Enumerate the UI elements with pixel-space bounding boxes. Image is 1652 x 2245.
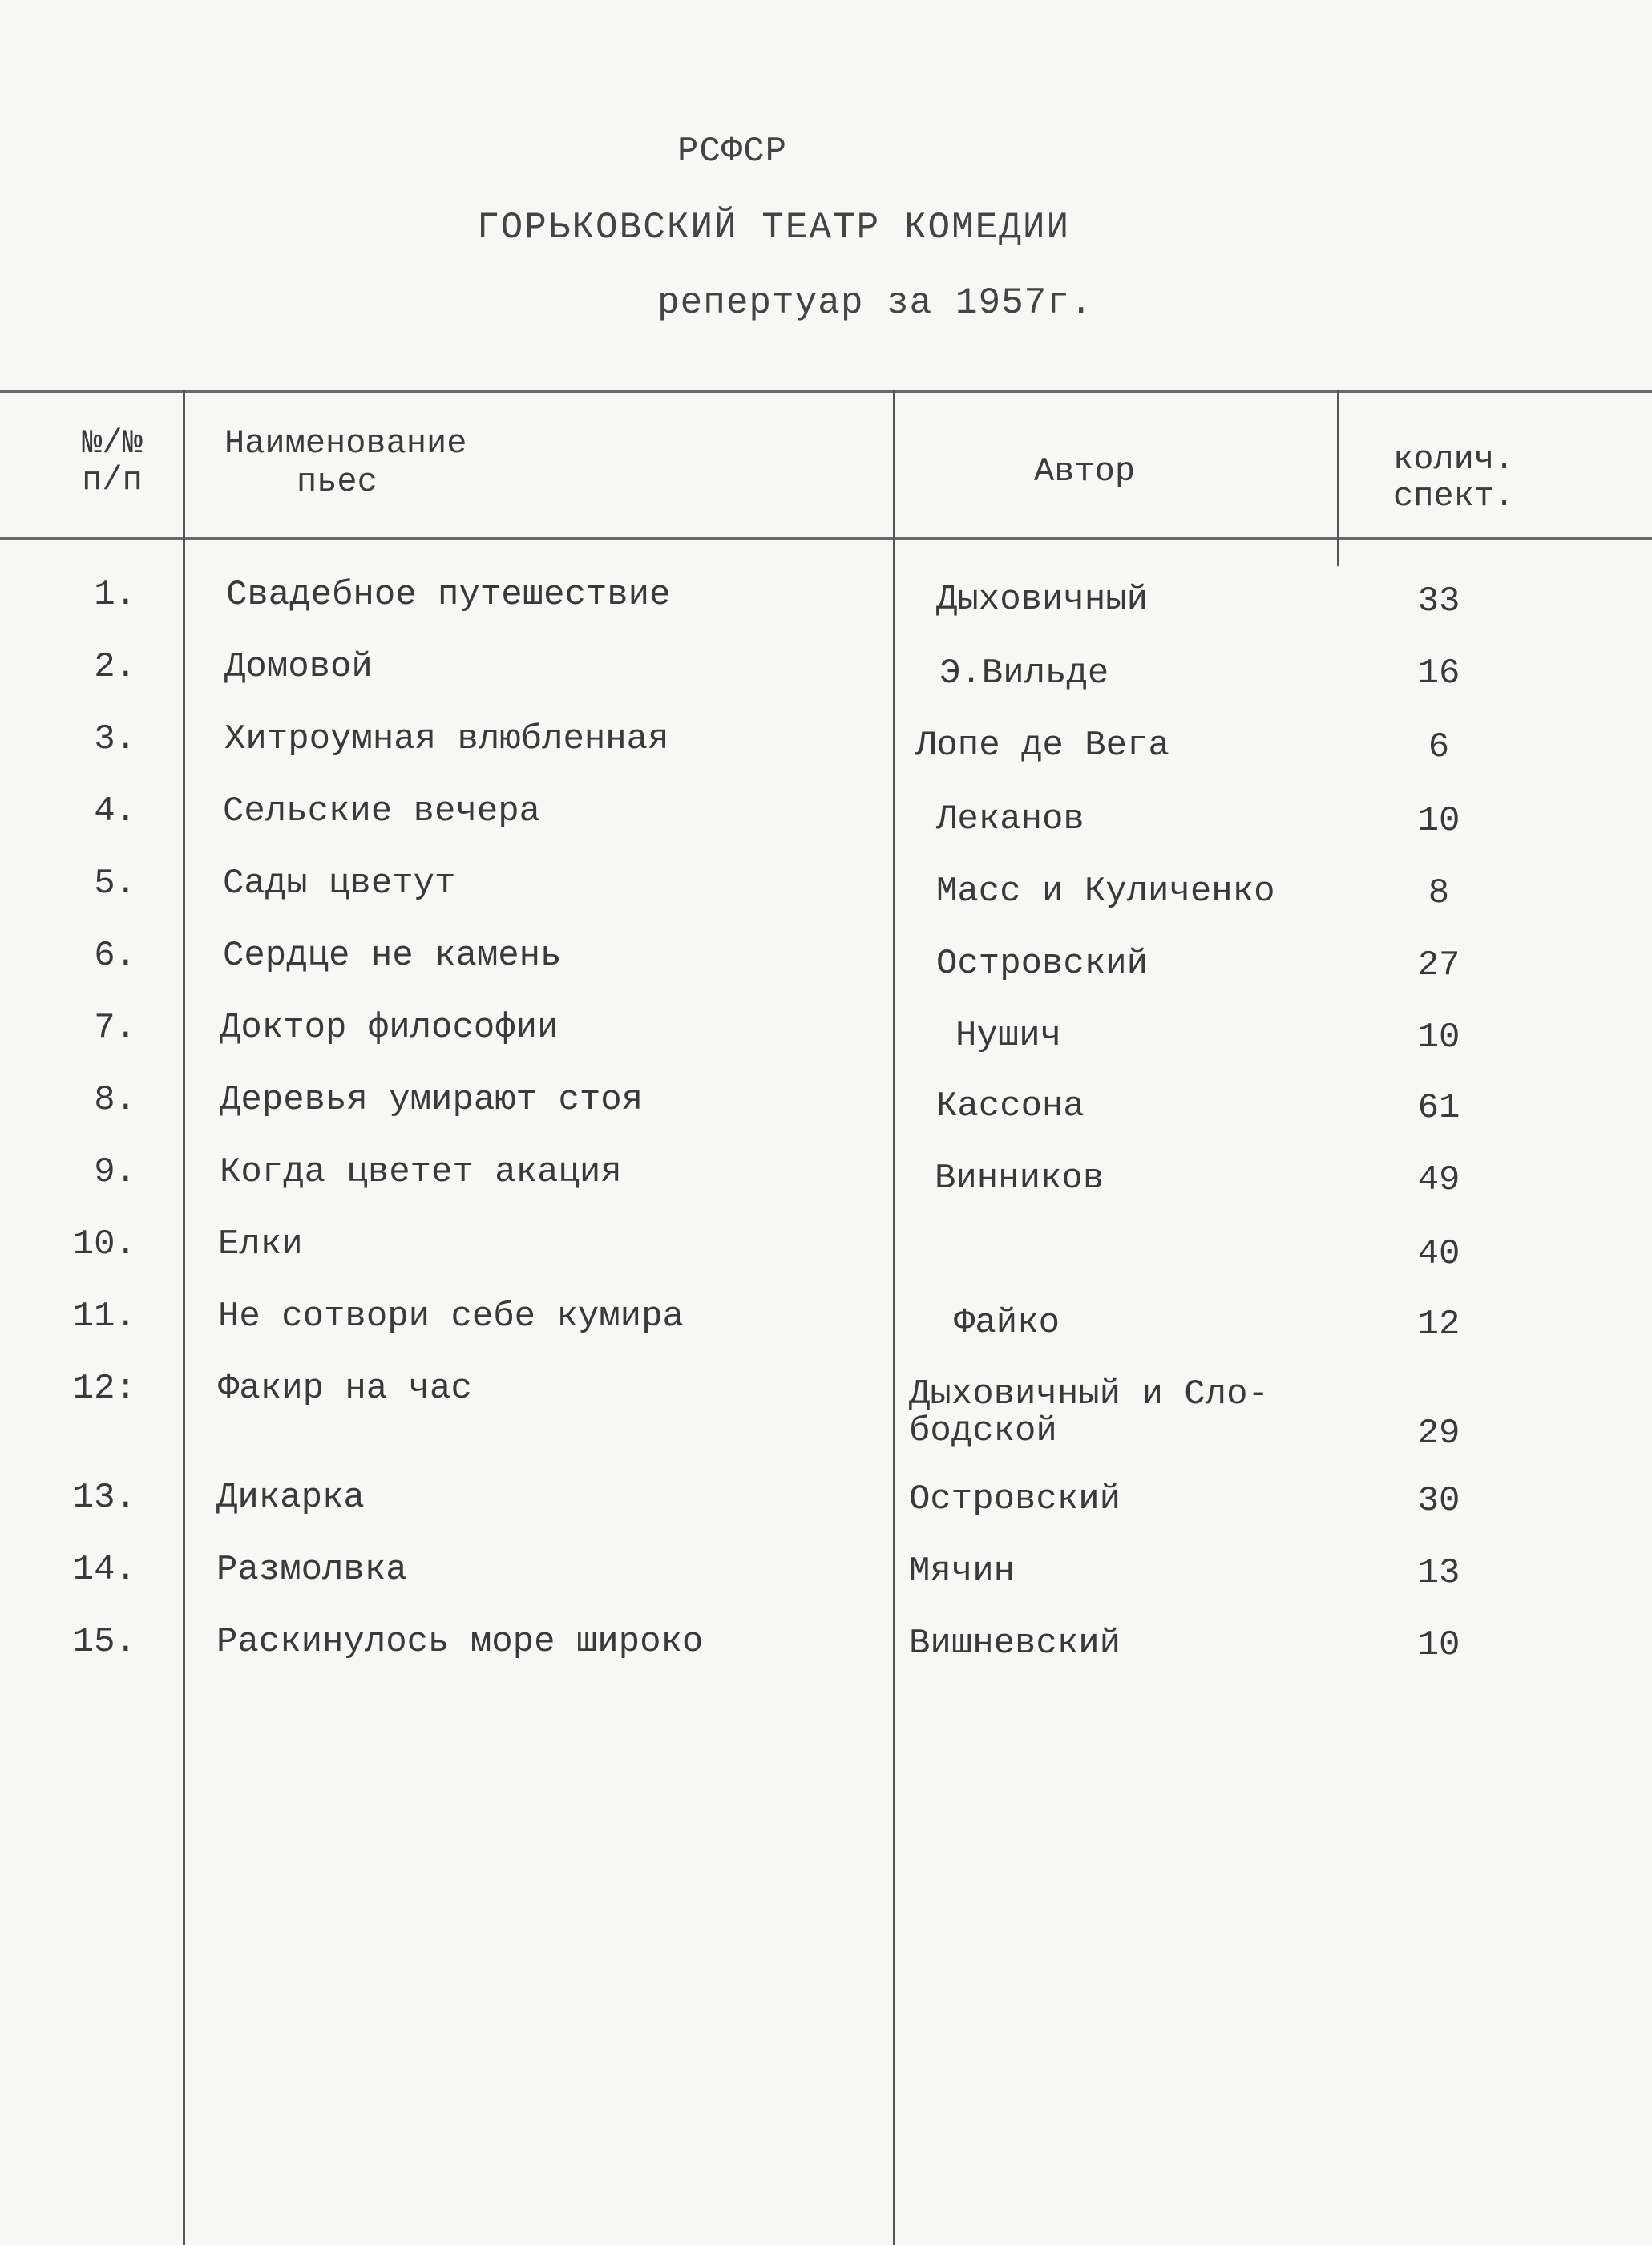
column-header-author: Автор [1034,452,1136,491]
row-number: 15. [72,1622,136,1662]
column-divider-3 [1337,390,1339,566]
row-number: 12: [72,1369,136,1409]
row-author: Дыховичный [936,580,1149,620]
row-count: 33 [1417,581,1460,621]
row-title: Сады цветут [223,864,456,904]
row-number: 5. [94,864,136,904]
row-author: Винников [935,1159,1105,1199]
row-number: 11. [72,1296,136,1337]
table-row [0,576,1652,648]
header-theatre: ГОРЬКОВСКИЙ ТЕАТР КОМЕДИИ [477,207,1071,249]
row-count: 10 [1417,1625,1460,1665]
row-number: 3. [94,719,136,759]
row-title: Доктор философии [220,1008,559,1048]
row-number: 8. [94,1080,136,1120]
table-row [0,720,1652,792]
row-title: Елки [218,1224,303,1264]
row-count: 8 [1428,873,1450,913]
table-row [0,864,1652,936]
row-number: 10. [72,1224,136,1264]
table-row [0,1081,1652,1153]
row-title: Не сотвори себе кумира [218,1296,684,1337]
row-title: Дикарка [216,1478,365,1518]
table-row [0,792,1652,864]
row-number: 1. [94,575,136,615]
row-author: Островский [909,1479,1121,1519]
table-row [0,936,1652,1009]
column-header-title-2: пьес [297,463,378,501]
row-count: 30 [1417,1481,1460,1521]
row-count: 40 [1417,1234,1460,1274]
column-header-count: колич. [1393,440,1515,479]
header-repertoire: репертуар за 1957г. [657,282,1093,324]
column-header-title: Наименование [224,424,467,463]
row-title: Размолвка [216,1550,407,1590]
row-title: Раскинулось море широко [216,1622,704,1662]
table-row [0,1009,1652,1081]
row-title: Домовой [224,647,373,687]
row-count: 29 [1417,1414,1460,1454]
row-author: Э.Вильде [939,653,1109,694]
row-number: 4. [94,791,136,831]
row-title: Когда цветет акация [220,1152,622,1192]
row-count: 13 [1417,1553,1460,1593]
row-author: Островский [936,944,1149,984]
table-row [0,1623,1652,1695]
row-author: Мячин [909,1551,1016,1592]
row-author: Файко [954,1303,1060,1343]
row-author: Леканов [936,799,1085,839]
row-number: 14. [72,1550,136,1590]
row-author: Лопе де Вега [915,726,1169,766]
table-header-rule [0,537,1652,540]
row-number: 13. [72,1478,136,1518]
row-author-continued: бодской [909,1411,1057,1451]
row-title: Хитроумная влюбленная [224,719,669,759]
table-row [0,1297,1652,1369]
table-row [0,648,1652,720]
row-count: 10 [1417,801,1460,841]
table-row [0,1369,1652,1474]
table-row [0,1551,1652,1623]
row-count: 12 [1417,1305,1460,1345]
row-count: 49 [1417,1160,1460,1200]
row-count: 10 [1417,1017,1460,1058]
row-count: 27 [1417,945,1460,985]
row-count: 6 [1428,727,1450,767]
row-number: 2. [94,647,136,687]
table-row [0,1225,1652,1297]
row-author: Нушич [955,1016,1062,1056]
row-title: Деревья умирают стоя [220,1080,644,1120]
row-author: Вишневский [909,1624,1121,1664]
row-title: Свадебное путешествие [226,575,671,615]
row-title: Факир на час [218,1369,472,1409]
column-header-count-2: спект. [1393,477,1515,516]
header-country: РСФСР [677,131,788,172]
row-author: Кассона [936,1086,1085,1127]
row-count: 61 [1417,1088,1460,1128]
table-row [0,1153,1652,1225]
row-number: 9. [94,1152,136,1192]
table-row [0,1478,1652,1551]
row-author: Дыховичный и Сло- [909,1374,1269,1414]
row-title: Сельские вечера [223,791,541,831]
row-count: 16 [1417,653,1460,694]
column-header-number: №/№ п/п [82,424,143,500]
table-top-rule [0,390,1652,393]
row-author: Масс и Куличенко [936,872,1275,912]
row-number: 7. [94,1008,136,1048]
row-number: 6. [94,936,136,976]
row-title: Сердце не камень [223,936,562,976]
